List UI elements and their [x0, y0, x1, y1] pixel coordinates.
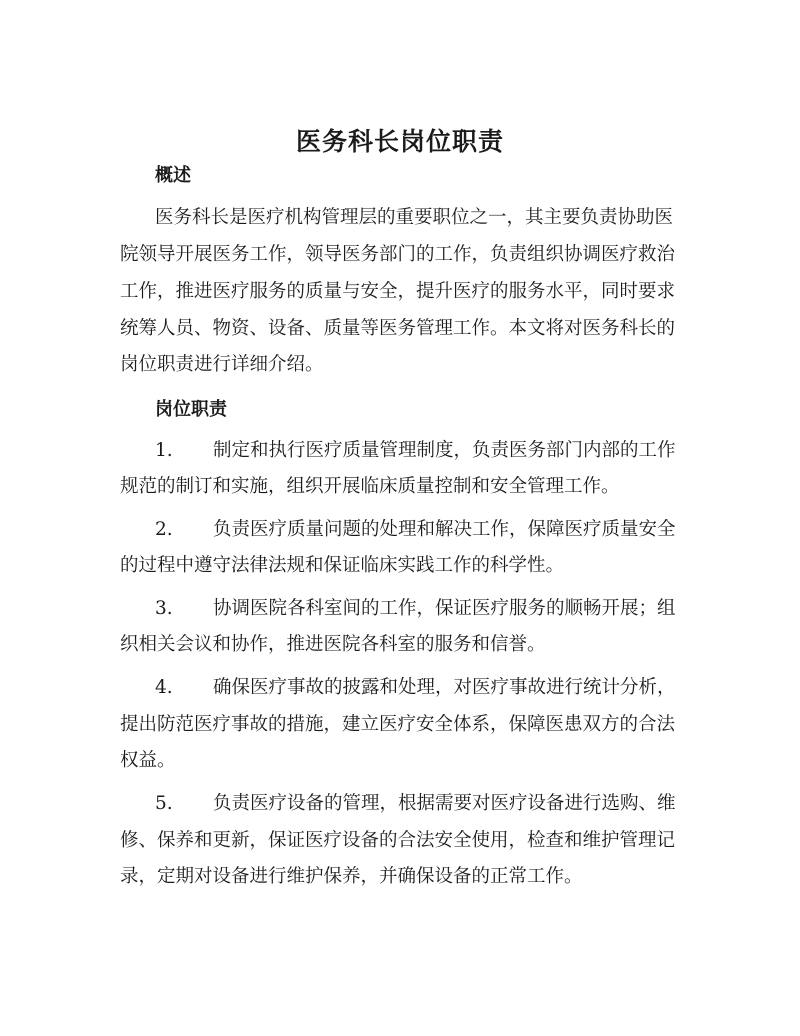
duty-text-line: 权益。 — [120, 750, 176, 771]
overview-line: 医务科长是医疗机构管理层的重要职位之一，其主要负责协助医 — [155, 207, 674, 228]
duty-text-line: 修、保养和更新，保证医疗设备的合法安全使用，检查和维护管理记 — [120, 830, 676, 851]
duty-text: 协调医院各科室间的工作，保证医疗服务的顺畅开展；组 — [213, 598, 676, 619]
overview-line: 院领导开展医务工作，领导医务部门的工作，负责组织协调医疗救治 — [120, 244, 676, 265]
duty-number: 1. — [155, 440, 173, 461]
overview-heading: 概述 — [155, 165, 191, 186]
duty-text: 制定和执行医疗质量管理制度，负责医务部门内部的工作 — [213, 440, 676, 461]
duty-text-line: 织相关会议和协作，推进医院各科室的服务和信誉。 — [120, 634, 546, 655]
duty-text-line: 的过程中遵守法律法规和保证临床实践工作的科学性。 — [120, 555, 565, 576]
duty-number: 4. — [155, 677, 173, 698]
duty-item-3 — [155, 595, 676, 623]
duty-number: 5. — [155, 793, 173, 814]
duty-text-line: 规范的制订和实施，组织开展临床质量控制和安全管理工作。 — [120, 476, 620, 497]
duty-text-line: 提出防范医疗事故的措施，建立医疗安全体系，保障医患双方的合法 — [120, 714, 676, 735]
duty-number: 2. — [155, 519, 173, 540]
page-title: 医务科长岗位职责 — [295, 127, 504, 156]
duties-heading: 岗位职责 — [155, 399, 227, 420]
duty-item-5 — [155, 790, 676, 818]
duty-text-line: 录，定期对设备进行维护保养，并确保设备的正常工作。 — [120, 866, 583, 887]
duty-text: 确保医疗事故的披露和处理，对医疗事故进行统计分析， — [213, 677, 676, 698]
overview-line: 统筹人员、物资、设备、质量等医务管理工作。本文将对医务科长的 — [120, 318, 676, 339]
duty-item-4 — [155, 674, 676, 702]
duty-number: 3. — [155, 598, 173, 619]
duty-item-1 — [155, 437, 676, 465]
duty-text: 负责医疗质量问题的处理和解决工作，保障医疗质量安全 — [213, 519, 676, 540]
duty-item-2 — [155, 516, 676, 544]
duty-text: 负责医疗设备的管理，根据需要对医疗设备进行选购、维 — [213, 793, 676, 814]
overview-line: 岗位职责进行详细介绍。 — [120, 354, 324, 375]
overview-line: 工作，推进医疗服务的质量与安全，提升医疗的服务水平，同时要求 — [120, 281, 676, 302]
